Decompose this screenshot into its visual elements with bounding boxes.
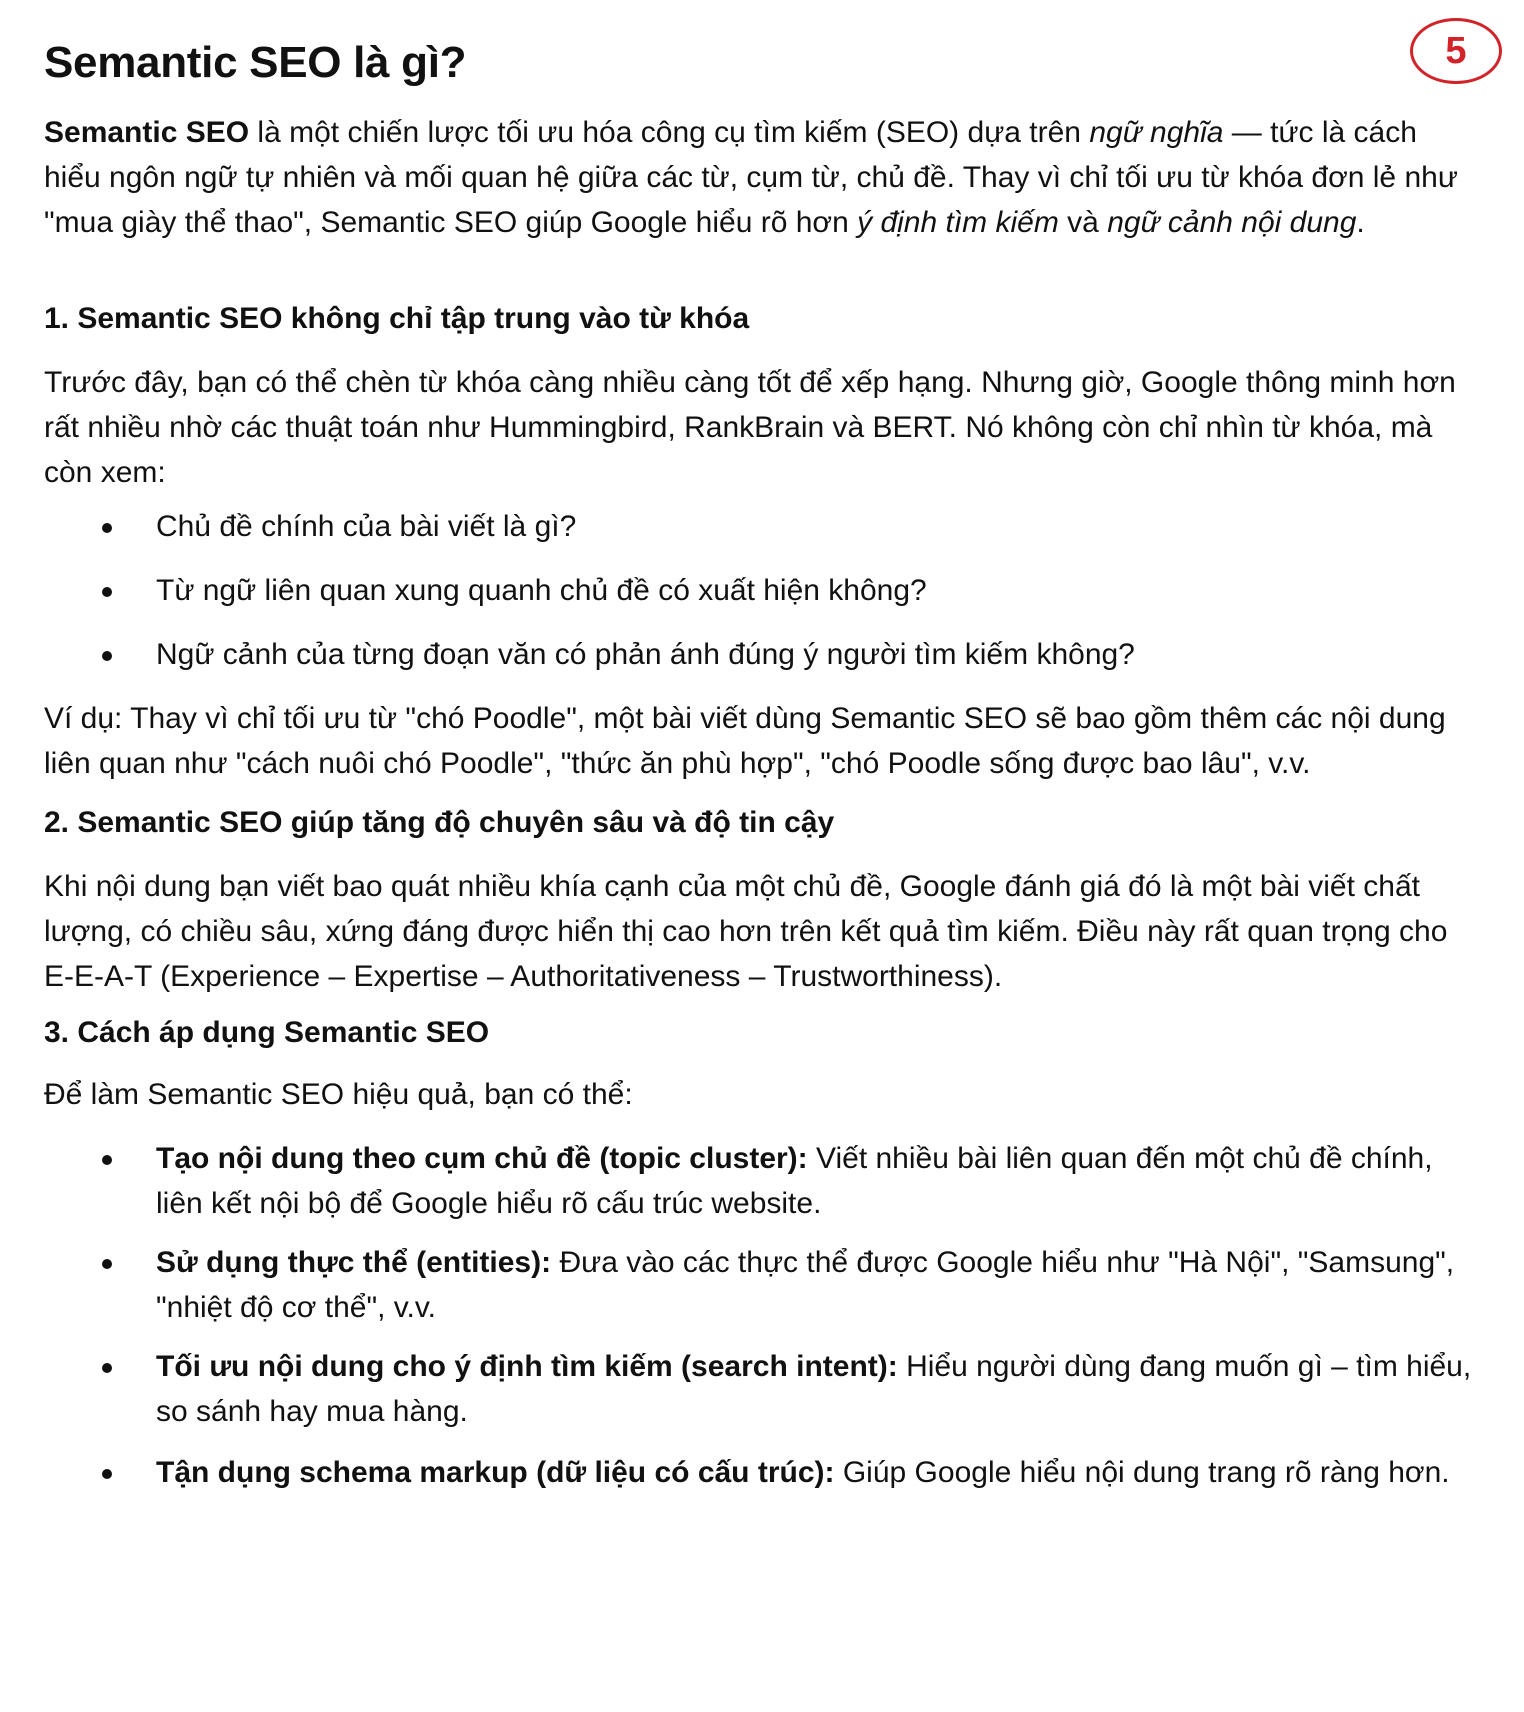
section-3-bullet-list: [44, 1450, 1484, 1495]
section-3-bullet-list: [44, 1240, 1484, 1330]
intro-italic-2: ý định tìm kiếm: [857, 206, 1059, 239]
list-item-text: Giúp Google hiểu nội dung trang rõ ràng hơn.: [834, 1456, 1450, 1489]
section-1-example: Ví dụ: Thay vì chỉ tối ưu từ "chó Poodle", một bài viết dùng Semantic SEO sẽ bao gồm thêm các nội dung liên quan như "cách nuôi chó Poodle", "thức ăn phù hợp", "chó Poodle sống được bao lâu", v.v.: [44, 702, 1446, 780]
intro-bold: Semantic SEO: [44, 116, 250, 149]
bullet-icon: [102, 587, 112, 597]
section-1-bullet-list: [44, 632, 1484, 677]
list-item-bold: Tận dụng schema markup (dữ liệu có cấu trúc):: [156, 1456, 835, 1489]
page-number-badge: 5: [1410, 18, 1502, 84]
list-item: [44, 568, 1484, 613]
list-item-bold: Sử dụng thực thể (entities):: [156, 1246, 552, 1279]
intro-italic-3: ngữ cảnh nội dung: [1107, 206, 1357, 239]
list-item-text: Chủ đề chính của bài viết là gì?: [156, 510, 577, 543]
list-item: [44, 1450, 1484, 1495]
section-2-paragraph: Khi nội dung bạn viết bao quát nhiều khía cạnh của một chủ đề, Google đánh giá đó là một bài viết chất lượng, có chiều sâu, xứng đáng được hiển thị cao hơn trên kết quả tìm kiếm. Điều này rất quan trọng cho E-E-A-T (Experience – Expertise – Authoritativeness – Trustworthiness).: [44, 870, 1448, 993]
section-3-bullet-list: [44, 1344, 1484, 1434]
section-1-bullet-list: [44, 504, 1484, 549]
list-item-text: Từ ngữ liên quan xung quanh chủ đề có xuất hiện không?: [156, 574, 927, 607]
list-item: [44, 504, 1484, 549]
section-1-paragraph: Trước đây, bạn có thể chèn từ khóa càng nhiều càng tốt để xếp hạng. Nhưng giờ, Google thông minh hơn rất nhiều nhờ các thuật toán như Hummingbird, RankBrain và BERT. Nó không còn chỉ nhìn từ khóa, mà còn xem:: [44, 366, 1456, 489]
bullet-icon: [102, 1469, 112, 1479]
list-item: [44, 632, 1484, 677]
list-item-text: Viết nhiều bài liên quan đến một chủ đề chính, liên kết nội bộ để Google hiểu rõ cấu trúc website.: [156, 1142, 1433, 1220]
bullet-icon: [102, 1155, 112, 1165]
list-item: [44, 1136, 1484, 1226]
intro-text-2: — tức là cách hiểu ngôn ngữ tự nhiên và mối quan hệ giữa các từ, cụm từ, chủ đề. Thay vì chỉ tối ưu từ khóa đơn lẻ như "mua giày thể thao", Semantic SEO giúp Google hiểu rõ hơn: [44, 116, 1458, 239]
list-item-text: Ngữ cảnh của từng đoạn văn có phản ánh đúng ý người tìm kiếm không?: [156, 638, 1135, 671]
bullet-icon: [102, 1363, 112, 1373]
list-item-text: Hiểu người dùng đang muốn gì – tìm hiểu, so sánh hay mua hàng.: [156, 1350, 1472, 1428]
intro-text-3: và: [1058, 206, 1108, 239]
page-title: Semantic SEO là gì?: [44, 38, 467, 87]
list-item-bold: Tối ưu nội dung cho ý định tìm kiếm (search intent):: [156, 1350, 898, 1383]
bullet-icon: [102, 523, 112, 533]
section-3-bullet-list: [44, 1136, 1484, 1226]
section-2-heading: 2. Semantic SEO giúp tăng độ chuyên sâu và độ tin cậy: [44, 806, 835, 839]
intro-italic-1: ngữ nghĩa: [1089, 116, 1224, 149]
list-item-text: Đưa vào các thực thể được Google hiểu như "Hà Nội", "Samsung", "nhiệt độ cơ thể", v.v.: [156, 1246, 1455, 1324]
list-item: [44, 1344, 1484, 1434]
list-item: [44, 1240, 1484, 1330]
section-1-bullet-list: [44, 568, 1484, 613]
intro-paragraph: [44, 110, 1474, 245]
intro-text-4: .: [1356, 206, 1365, 239]
section-3-heading: 3. Cách áp dụng Semantic SEO: [44, 1016, 490, 1049]
intro-text-1: là một chiến lược tối ưu hóa công cụ tìm kiếm (SEO) dựa trên: [249, 116, 1090, 149]
section-1-heading: 1. Semantic SEO không chỉ tập trung vào từ khóa: [44, 302, 750, 335]
list-item-bold: Tạo nội dung theo cụm chủ đề (topic cluster):: [156, 1142, 808, 1175]
bullet-icon: [102, 1259, 112, 1269]
section-3-paragraph: Để làm Semantic SEO hiệu quả, bạn có thể:: [44, 1078, 633, 1111]
bullet-icon: [102, 651, 112, 661]
